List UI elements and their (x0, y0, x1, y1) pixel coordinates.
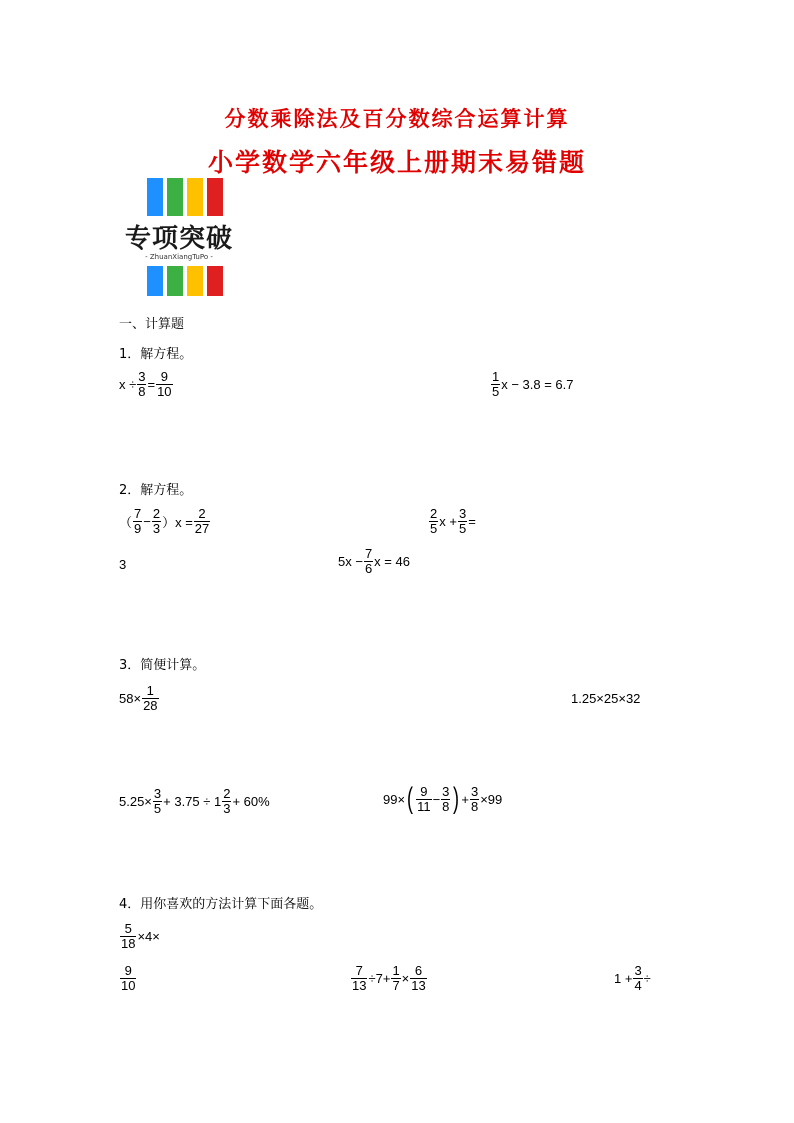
q1-equation-2: $\frac{1}{5}$ x − 3.8 = 6.7 (492, 369, 574, 399)
q2-equation-4: 5x − $\frac{7}{6}$ x = 46 (338, 546, 410, 576)
logo-bar-red (207, 266, 223, 296)
question-1-label: 1．解方程。 (119, 347, 193, 362)
logo-bar-yellow (187, 178, 203, 216)
section-heading: 一、计算题 (119, 317, 185, 332)
logo-text: 专项突破 (124, 224, 233, 254)
page-subtitle: 小学数学六年级上册期末易错题 (207, 148, 586, 177)
q1-equation-1: x ÷ $\frac{3}{8}$ = $\frac{9}{10}$ (119, 369, 172, 399)
logo-subtext: - ZhuanXiangTuPo - (145, 253, 213, 261)
q2-equation-2: $\frac{2}{5}$ x + $\frac{3}{5}$ = (430, 506, 476, 536)
q4-expression-2: $\frac{9}{10}$ (121, 963, 136, 993)
q4-expression-1: $\frac{5}{18}$ ×4× (121, 921, 160, 951)
question-4-label: 4．用你喜欢的方法计算下面各题。 (119, 897, 323, 912)
logo-bars-bottom (147, 266, 223, 296)
q2-equation-1: （ $\frac{7}{9}$ − $\frac{2}{3}$ ）x = $\frac{2}{27}$ (119, 506, 210, 536)
logo-bar-blue (147, 178, 163, 216)
logo-bar-green (167, 266, 183, 296)
question-3-label: 3．简便计算。 (119, 658, 206, 673)
q3-expression-1: 58× $\frac{1}{28}$ (119, 683, 158, 713)
question-2-label: 2．解方程。 (119, 483, 193, 498)
logo (117, 178, 241, 296)
logo-bar-red (207, 178, 223, 216)
q3-expression-4: 99× ( $\frac{9}{11}$ − $\frac{3}{8}$ ) + $\frac{3}{8}$ ×99 (383, 782, 503, 815)
logo-bar-yellow (187, 266, 203, 296)
logo-bar-blue (147, 266, 163, 296)
q4-expression-3: $\frac{7}{13}$ ÷7+ $\frac{1}{7}$ × $\frac{6}{13}$ (352, 963, 426, 993)
q3-expression-2: 1.25×25×32 (571, 691, 641, 706)
logo-bars-top (147, 178, 223, 216)
q2-equation-3: 3 (119, 557, 127, 572)
logo-bar-green (167, 178, 183, 216)
q3-expression-3: 5.25× $\frac{3}{5}$ + 3.75 ÷ 1 $\frac{2}{3}$ + 60% (119, 786, 270, 816)
q4-expression-4: 1 + $\frac{3}{4}$ ÷ (614, 963, 651, 993)
page-title: 分数乘除法及百分数综合运算计算 (224, 106, 570, 131)
